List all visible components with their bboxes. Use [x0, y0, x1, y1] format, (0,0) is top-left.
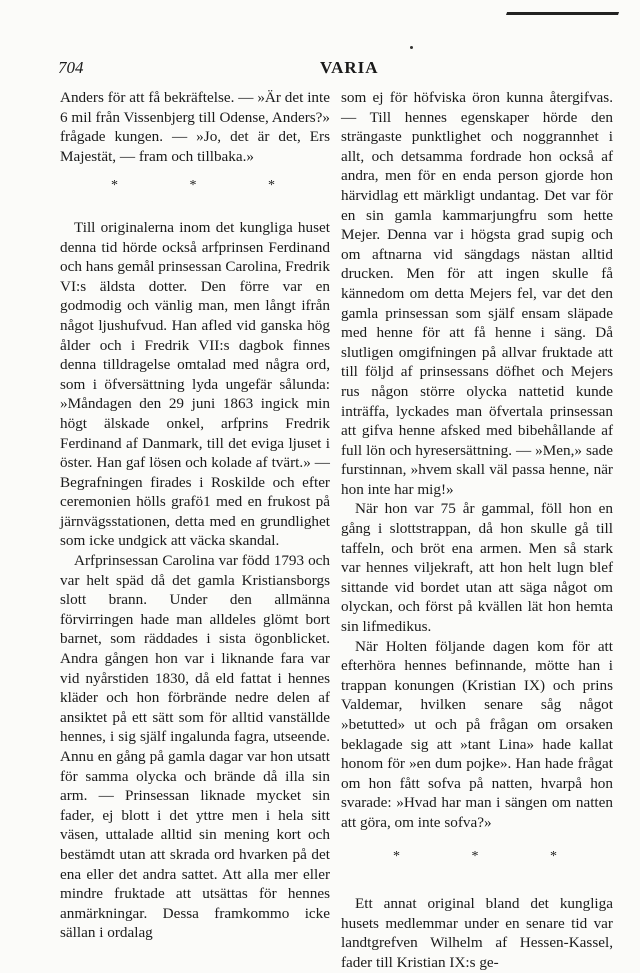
page-number: 704 [58, 58, 84, 77]
left-paragraph-1: Anders för att få bekräftelse. — »Är det inte 6 mil från Vissenbjerg till Odense, Anders?» frågade kungen. — »Jo, det är det, Ers Majestät, — fram och tillbaka.» [60, 89, 330, 165]
right-column [341, 88, 613, 973]
top-edge-mark [506, 4, 622, 15]
right-paragraph-1: som ej för höfviska öron kunna återgifvas. — Till hennes egenskaper hörde den strängaste punktlighet och noggrannhet i allt, och detsamma fordrade hon också af andra, men för en enda person gjorde hon härvidlag ett märkligt undantag. Det var för en sin gamla kammarjungfru som hette Mejer. Denna var i högsta grad supig och om aftnarna vid sängdags nästan alltid drucken. Men för att ingen skulle få kännedom om detta Mejers fel, var det den gamla prinsessan som själf ensam släpade med henne för att få henne i säng. Då slutligen omgifningen på allvar fruktade att till följd af prinsessans döfhet och Mejers rus någon större olycka nattetid kunde inträffa, lyckades man öfvertala prinsessan att gifva henne afsked med bibehållande af full lön och hyresersättning. — »Men,» sade furstinnan, »hvem skall väl passa henne, när hon inte har mig!» [341, 89, 613, 498]
running-title: VARIA [320, 58, 379, 77]
right-paragraph-2: När hon var 75 år gammal, föll hon en gång i slottstrappan, då hon skulle gå till taffeln, och bröt ena armen. Men så stark var hennes viljekraft, att hon helt lugn blef sittande vid bordet utan att säga något om olyckan, och först på kvällen lät hon hemta sin lifmedikus. [341, 500, 613, 636]
right-paragraph-3: När Holten följande dagen kom för att efterhöra hennes befinnande, mötte han i trappan konungen (Kristian IX) och prins Valdemar, hvilken senare såg något »betutted» ut och på frågan om orsaken beklagade sig att »tant Lina» hade kallat honom för »en dum pojke». Han hade frågat om hon fått sofva på natten, hvarpå hon svarade: »Hvad har man i sängen om natten att göra, om inte sofva?» [341, 637, 613, 831]
left-paragraph-2: Till originalerna inom det kungliga huset denna tid hörde också arfprinsen Ferdinand och hans gemål prinsessan Carolina, Fredrik VI:s äldsta dotter. Den förre var en godmodig och vänlig man, men långt ifrån något ljushufvud. Han afled vid ganska hög ålder och i Fredrik VII:s dagbok finnes denna tilldragelse omtalad med några ord, som i öfversättning lyda ungefär sålunda: »Måndagen den 29 juni 1863 ingick min högt älskade onkel, arfprins Fredrik Ferdinand af Danmark, till det eviga ljuset i öster. Han gaf lösen och kolade af tvärt.» — Begrafningen firades i Roskilde och efter ceremonien hölls grafö1 med en frukost på järnvägsstationen, detta med en grundlighet som icke undgick att väcka skandal. [60, 218, 330, 550]
left-paragraph-3: Arfprinsessan Carolina var född 1793 och var helt späd då det gamla Kristiansborgs slott brann. Under den allmänna förvirringen hade man alldeles glömt bort barnet, som räddades i sista ögonblicket. Andra gången hon var i liknande fara var vid nyårstiden 1830, då eld fattat i hennes kläder och hon förbrände nedre delen af ansiktet på ett sätt som för alltid vanställde hennes, i sig själf ingalunda fagra, utseende. Annu en gång på gamla dagar var hon utsatt för samma olycka och brände då illa sin arm. — Prinsessan liknade mycket sin fader, ej blott i det yttre men i hela sitt väsen, uttalade alltid sin mening kort och bestämdt utan att skrada ord hvarken på det ena eller det andra sattet. Att alla mer eller mindre fruktade att utsättas för hennes anmärkningar. Dessa framkommo icke sällan i ordalag [60, 552, 330, 942]
page-header [58, 58, 618, 80]
section-divider-stars-right: * * * [393, 848, 591, 864]
section-divider-stars: * * * [111, 178, 309, 194]
right-paragraph-4: Ett annat original bland det kungliga husets medlemmar under en senare tid var landtgrefven Wilhelm af Hessen-Kassel, fader till Kristian IX:s ge- [341, 895, 613, 971]
left-column [60, 88, 330, 943]
print-speck [410, 46, 413, 49]
